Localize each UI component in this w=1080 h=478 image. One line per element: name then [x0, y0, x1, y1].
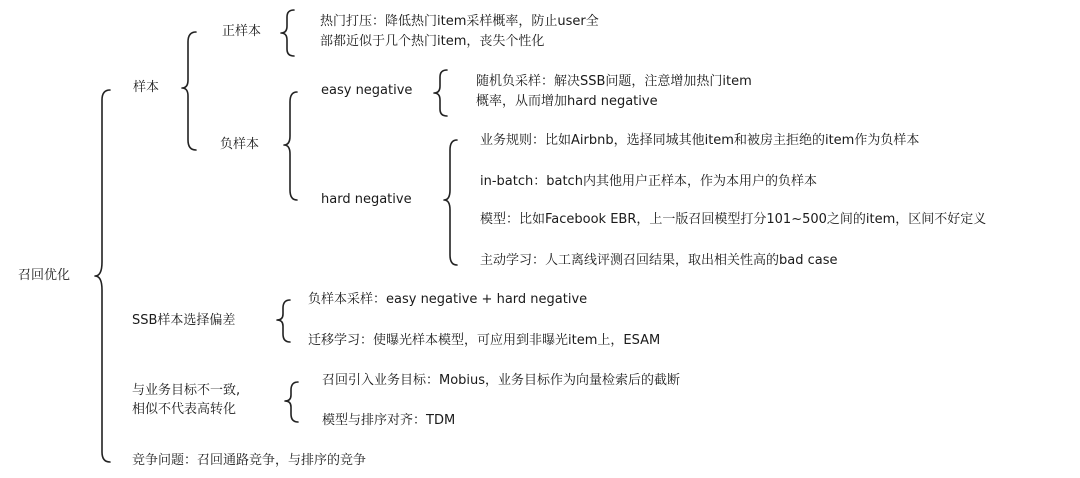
- hard-negative-item: in-batch：batch内其他用户正样本，作为本用户的负样本: [480, 174, 817, 189]
- easy-negative-node: easy negative: [321, 83, 413, 98]
- positive-brace: [281, 10, 294, 56]
- ssb-node: SSB样本选择偏差: [132, 313, 236, 328]
- hard-negative-item: 主动学习：人工离线评测召回结果，取出相关性高的bad case: [480, 253, 838, 268]
- hard-negative-item: 业务规则：比如Airbnb，选择同城其他item和被房主拒绝的item作为负样本: [480, 133, 920, 148]
- root-brace: [95, 90, 110, 462]
- positive-node: 正样本: [222, 24, 262, 39]
- hard-negative-node: hard negative: [321, 192, 412, 207]
- easy-negative-brace: [434, 70, 447, 116]
- random-sampling-line1: 随机负采样：解决SSB问题，注意增加热门item: [476, 74, 752, 89]
- competition-node: 竞争问题：召回通路竞争，与排序的竞争: [132, 453, 367, 468]
- business-node-line1: 与业务目标不一致,: [132, 383, 241, 398]
- business-node-line2: 相似不代表高转化: [132, 402, 237, 417]
- ssb-brace: [277, 300, 290, 342]
- hot-suppression-line2: 部都近似于几个热门item，丧失个性化: [320, 34, 545, 49]
- hot-suppression-line1: 热门打压：降低热门item采样概率，防止user全: [320, 14, 599, 29]
- random-sampling-line2: 概率，从而增加hard negative: [476, 94, 658, 109]
- business-item: 模型与排序对齐：TDM: [322, 413, 456, 428]
- hard-negative-brace: [444, 140, 457, 265]
- samples-node: 样本: [133, 80, 160, 95]
- root-node: 召回优化: [18, 268, 71, 283]
- negative-brace: [284, 92, 297, 200]
- business-brace: [285, 382, 298, 422]
- business-item: 召回引入业务目标：Mobius，业务目标作为向量检索后的截断: [322, 373, 681, 388]
- samples-brace: [182, 32, 196, 150]
- ssb-item: 负样本采样：easy negative + hard negative: [308, 292, 588, 307]
- negative-node: 负样本: [220, 137, 260, 152]
- hard-negative-item: 模型：比如Facebook EBR，上一版召回模型打分101~500之间的item，区间不好定义: [480, 212, 987, 227]
- ssb-item: 迁移学习：使曝光样本模型，可应用到非曝光item上，ESAM: [308, 333, 661, 348]
